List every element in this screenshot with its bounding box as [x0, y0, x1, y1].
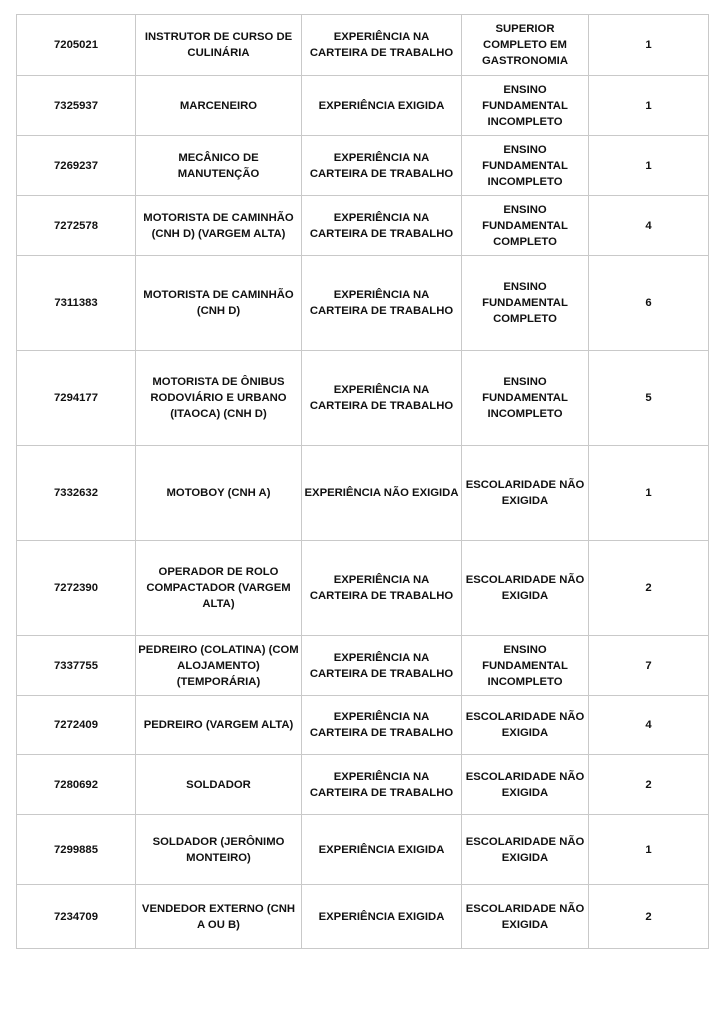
job-title: OPERADOR DE ROLO COMPACTADOR (VARGEM ALTA): [136, 541, 302, 636]
table-row: [17, 446, 709, 541]
job-title: MOTOBOY (CNH A): [136, 446, 302, 541]
experience-requirement: EXPERIÊNCIA NA CARTEIRA DE TRABALHO: [302, 636, 462, 696]
table-row: [17, 541, 709, 636]
vacancy-count: 7: [589, 636, 709, 696]
job-code: 7332632: [17, 446, 136, 541]
job-code: 7272409: [17, 696, 136, 755]
vacancy-count: 6: [589, 256, 709, 351]
vacancy-count: 2: [589, 755, 709, 815]
job-title: PEDREIRO (VARGEM ALTA): [136, 696, 302, 755]
education-requirement: ESCOLARIDADE NÃO EXIGIDA: [462, 446, 589, 541]
vacancy-count: 1: [589, 136, 709, 196]
education-requirement: ENSINO FUNDAMENTAL INCOMPLETO: [462, 76, 589, 136]
education-requirement: ESCOLARIDADE NÃO EXIGIDA: [462, 541, 589, 636]
job-code: 7280692: [17, 755, 136, 815]
job-title: MOTORISTA DE ÔNIBUS RODOVIÁRIO E URBANO (ITAOCA) (CNH D): [136, 351, 302, 446]
education-requirement: SUPERIOR COMPLETO EM GASTRONOMIA: [462, 15, 589, 76]
job-title: SOLDADOR: [136, 755, 302, 815]
vacancy-count: 4: [589, 196, 709, 256]
education-requirement: ESCOLARIDADE NÃO EXIGIDA: [462, 815, 589, 885]
education-requirement: ENSINO FUNDAMENTAL COMPLETO: [462, 196, 589, 256]
education-requirement: ENSINO FUNDAMENTAL COMPLETO: [462, 256, 589, 351]
table-row: [17, 636, 709, 696]
job-title: MECÂNICO DE MANUTENÇÃO: [136, 136, 302, 196]
job-code: 7205021: [17, 15, 136, 76]
table-row: [17, 76, 709, 136]
table-row: [17, 196, 709, 256]
vacancy-count: 1: [589, 76, 709, 136]
job-code: 7272578: [17, 196, 136, 256]
education-requirement: ENSINO FUNDAMENTAL INCOMPLETO: [462, 351, 589, 446]
experience-requirement: EXPERIÊNCIA NA CARTEIRA DE TRABALHO: [302, 755, 462, 815]
job-title: MOTORISTA DE CAMINHÃO (CNH D) (VARGEM ALTA): [136, 196, 302, 256]
experience-requirement: EXPERIÊNCIA EXIGIDA: [302, 885, 462, 949]
table-row: [17, 696, 709, 755]
table-row: [17, 256, 709, 351]
experience-requirement: EXPERIÊNCIA NA CARTEIRA DE TRABALHO: [302, 15, 462, 76]
experience-requirement: EXPERIÊNCIA NA CARTEIRA DE TRABALHO: [302, 196, 462, 256]
job-code: 7299885: [17, 815, 136, 885]
vacancy-count: 1: [589, 15, 709, 76]
experience-requirement: EXPERIÊNCIA NÃO EXIGIDA: [302, 446, 462, 541]
experience-requirement: EXPERIÊNCIA NA CARTEIRA DE TRABALHO: [302, 256, 462, 351]
table-row: [17, 351, 709, 446]
job-code: 7311383: [17, 256, 136, 351]
job-vacancies-table: [16, 14, 709, 949]
experience-requirement: EXPERIÊNCIA NA CARTEIRA DE TRABALHO: [302, 541, 462, 636]
job-title: MARCENEIRO: [136, 76, 302, 136]
education-requirement: ESCOLARIDADE NÃO EXIGIDA: [462, 885, 589, 949]
education-requirement: ESCOLARIDADE NÃO EXIGIDA: [462, 696, 589, 755]
vacancy-count: 5: [589, 351, 709, 446]
job-title: SOLDADOR (JERÔNIMO MONTEIRO): [136, 815, 302, 885]
job-code: 7234709: [17, 885, 136, 949]
job-code: 7272390: [17, 541, 136, 636]
education-requirement: ENSINO FUNDAMENTAL INCOMPLETO: [462, 136, 589, 196]
table-row: [17, 815, 709, 885]
vacancy-count: 1: [589, 446, 709, 541]
experience-requirement: EXPERIÊNCIA EXIGIDA: [302, 76, 462, 136]
job-title: INSTRUTOR DE CURSO DE CULINÁRIA: [136, 15, 302, 76]
job-code: 7325937: [17, 76, 136, 136]
vacancy-count: 1: [589, 815, 709, 885]
experience-requirement: EXPERIÊNCIA NA CARTEIRA DE TRABALHO: [302, 351, 462, 446]
experience-requirement: EXPERIÊNCIA NA CARTEIRA DE TRABALHO: [302, 136, 462, 196]
experience-requirement: EXPERIÊNCIA EXIGIDA: [302, 815, 462, 885]
job-code: 7294177: [17, 351, 136, 446]
job-title: PEDREIRO (COLATINA) (COM ALOJAMENTO) (TEMPORÁRIA): [136, 636, 302, 696]
experience-requirement: EXPERIÊNCIA NA CARTEIRA DE TRABALHO: [302, 696, 462, 755]
job-code: 7269237: [17, 136, 136, 196]
vacancy-count: 2: [589, 885, 709, 949]
job-code: 7337755: [17, 636, 136, 696]
job-title: MOTORISTA DE CAMINHÃO (CNH D): [136, 256, 302, 351]
table-row: [17, 15, 709, 76]
vacancy-count: 2: [589, 541, 709, 636]
job-title: VENDEDOR EXTERNO (CNH A OU B): [136, 885, 302, 949]
table-row: [17, 885, 709, 949]
table-row: [17, 136, 709, 196]
education-requirement: ESCOLARIDADE NÃO EXIGIDA: [462, 755, 589, 815]
vacancy-count: 4: [589, 696, 709, 755]
education-requirement: ENSINO FUNDAMENTAL INCOMPLETO: [462, 636, 589, 696]
table-row: [17, 755, 709, 815]
